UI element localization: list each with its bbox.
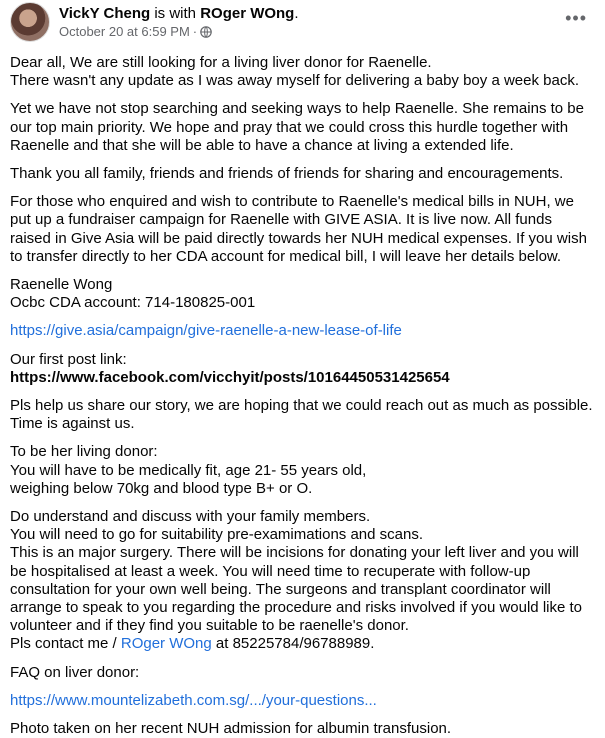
paragraph-10: FAQ on liver donor:	[10, 663, 140, 681]
paragraph-11: Photo taken on her recent NUH admission for albumin transfusion.	[10, 720, 452, 738]
post-body	[10, 46, 595, 738]
contact-post: at 85225784/96788989.	[211, 635, 375, 653]
faq-link[interactable]: https://www.mountelizabeth.com.sg/.../your-questions...	[10, 691, 377, 709]
first-post-label: Our first post link:	[10, 350, 127, 368]
with-text: is with	[154, 5, 197, 22]
paragraph-8: To be her living donor: You will have to be medically fit, age 21- 55 years old, weighing below 70kg and blood type B+ or O.	[10, 443, 367, 497]
author-name[interactable]: VickY Cheng	[59, 5, 151, 22]
contact-pre: Pls contact me /	[10, 635, 121, 653]
author-avatar[interactable]	[10, 2, 50, 42]
contact-tag[interactable]: ROger WOng	[120, 635, 212, 653]
globe-icon	[200, 26, 212, 38]
paragraph-3: Thank you all family, friends and friends of friends for sharing and encouragements.	[10, 165, 564, 183]
more-options-button[interactable]: •••	[565, 8, 587, 28]
paragraph-7: Pls help us share our story, we are hoping that we could reach out as much as possible. Time is against us.	[10, 397, 593, 433]
post-names	[59, 5, 299, 23]
period: .	[294, 5, 299, 22]
post-meta	[59, 24, 299, 40]
faq-link-paragraph	[10, 692, 595, 710]
post-timestamp[interactable]: October 20 at 6:59 PM	[59, 24, 190, 39]
first-post-link[interactable]: https://www.facebook.com/vicchyit/posts/10164450531425654	[10, 368, 450, 386]
paragraph-9	[10, 508, 595, 654]
give-asia-link[interactable]: https://give.asia/campaign/give-raenelle-a-new-lease-of-life	[10, 322, 402, 340]
paragraph-5: Raenelle Wong Ocbc CDA account: 714-180825-001	[10, 276, 256, 312]
tagged-name[interactable]: ROger WOng	[200, 5, 295, 22]
meta-separator: ·	[192, 24, 198, 39]
paragraph-9-text: Do understand and discuss with your family members. You will need to go for suitability pre-examimations and scans. This is an major surgery. There will be incisions for donating your left liver and you will be hospitalised at least a week. You will need time to recuperate with follow-up consultation for your own well being. The surgeons and transplant coordinator will arrange to speak to you regarding the procedure and risks involved if you would like to volunteer and if they find you suitable to be raenelle's donor.	[10, 508, 582, 635]
give-asia-link-paragraph	[10, 322, 595, 340]
paragraph-4: For those who enquired and wish to contribute to Raenelle's medical bills in NUH, we put up a fundraiser campaign for Raenelle with GIVE ASIA. It is live now. All funds raised in Give Asia will be paid directly towards her NUH medical expenses. If you wish to transfer directly to her CDA account for medical bill, I will leave her details below.	[10, 193, 587, 265]
first-post-paragraph	[10, 351, 595, 387]
paragraph-2: Yet we have not stop searching and seeking ways to help Raenelle. She remains to be our top main priority. We hope and pray that we could cross this hurdle together with Raenelle and that she will be able to have a chance at living a extended life.	[10, 100, 584, 154]
post-header	[10, 0, 595, 46]
paragraph-1: Dear all, We are still looking for a living liver donor for Raenelle. There wasn't any update as I was away myself for delivering a baby boy a week back.	[10, 54, 579, 90]
header-info	[59, 2, 299, 40]
